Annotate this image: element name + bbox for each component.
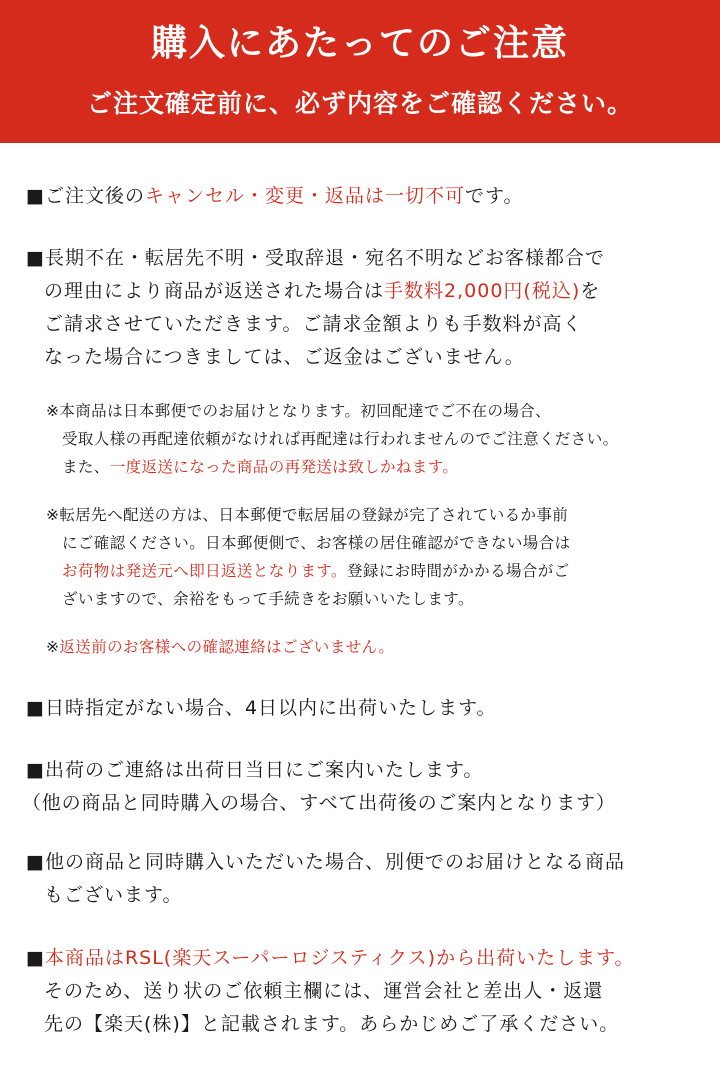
note-rsl-line3: 先の【楽天(株)】と記載されます。あらかじめご了承ください。	[44, 1013, 620, 1035]
note-text: 登録にお時間がかかる場合がご	[346, 562, 570, 580]
subnote-post-line3	[62, 454, 458, 480]
subnote-moving-line3	[62, 558, 570, 584]
subnote-no-confirmation	[46, 634, 394, 660]
notice-header	[0, 0, 720, 143]
note-rsl-line2: そのため、送り状のご依頼主欄には、運営会社と差出人・返還	[44, 980, 604, 1002]
header-subtitle: ご注文確定前に、必ず内容をご確認ください。	[86, 89, 633, 118]
note-text: ※	[46, 638, 60, 656]
subnote-moving-line1: ※転居先へ配送の方は、日本郵便で転居届の登録が完了されているか事前	[46, 506, 569, 524]
header-title: 購入にあたってのご注意	[150, 23, 569, 64]
note-return-fee-line3: ご請求させていただきます。ご請求金額よりも手数料が高く	[44, 313, 583, 335]
note-cancel-policy	[26, 180, 523, 212]
subnote-moving-line4: ざいますので、余裕をもって手続きをお願いいたします。	[62, 590, 474, 608]
note-separate-delivery-line2: もございます。	[44, 884, 183, 906]
note-return-fee-line1: ■長期不在・転居先不明・受取辞退・宛名不明などお客様都合で	[26, 247, 605, 269]
note-highlight: 本商品はRSL(楽天スーパーロジスティクス)から出荷いたします。	[44, 947, 635, 969]
note-rsl-line1	[26, 942, 635, 974]
note-text: を	[580, 280, 601, 302]
note-highlight: キャンセル・変更・返品は一切不可	[144, 185, 465, 207]
note-text: また、	[62, 458, 110, 476]
subnote-moving-line2: にご確認ください。日本郵便側で、お客様の居住確認ができない場合は	[62, 534, 571, 552]
note-text: ■ご注文後の	[26, 185, 145, 207]
note-highlight: 一度返送になった商品の再発送は致しかねます。	[109, 458, 459, 476]
note-return-fee-line4: なった場合につきましては、ご返金はございません。	[44, 346, 525, 368]
note-highlight: お荷物は発送元へ即日返送となります。	[62, 562, 347, 580]
subnote-post-line2: 受取人様の再配達依頼がなければ再配達は行われませんのでご注意ください。	[62, 430, 619, 448]
note-shipping-contact-line1: ■出荷のご連絡は出荷日当日にご案内いたします。	[26, 759, 484, 781]
subnote-post-line1: ※本商品は日本郵便でのお届けとなります。初回配達でご不在の場合、	[46, 402, 552, 420]
note-highlight: 返送前のお客様への確認連絡はございません。	[59, 638, 395, 656]
note-fee-highlight: 手数料2,000円(税込)	[384, 280, 581, 302]
note-shipping-days: ■日時指定がない場合、4日以内に出荷いたします。	[26, 697, 497, 719]
note-text: ■	[26, 947, 45, 969]
note-text: の理由により商品が返送された場合は	[44, 280, 385, 302]
note-separate-delivery-line1: ■他の商品と同時購入いただいた場合、別便でのお届けとなる商品	[26, 851, 625, 873]
note-shipping-contact-line2: （他の商品と同時購入の場合、すべて出荷後のご案内となります）	[22, 792, 616, 814]
note-return-fee-line2	[44, 275, 600, 307]
note-text: です。	[464, 185, 524, 207]
